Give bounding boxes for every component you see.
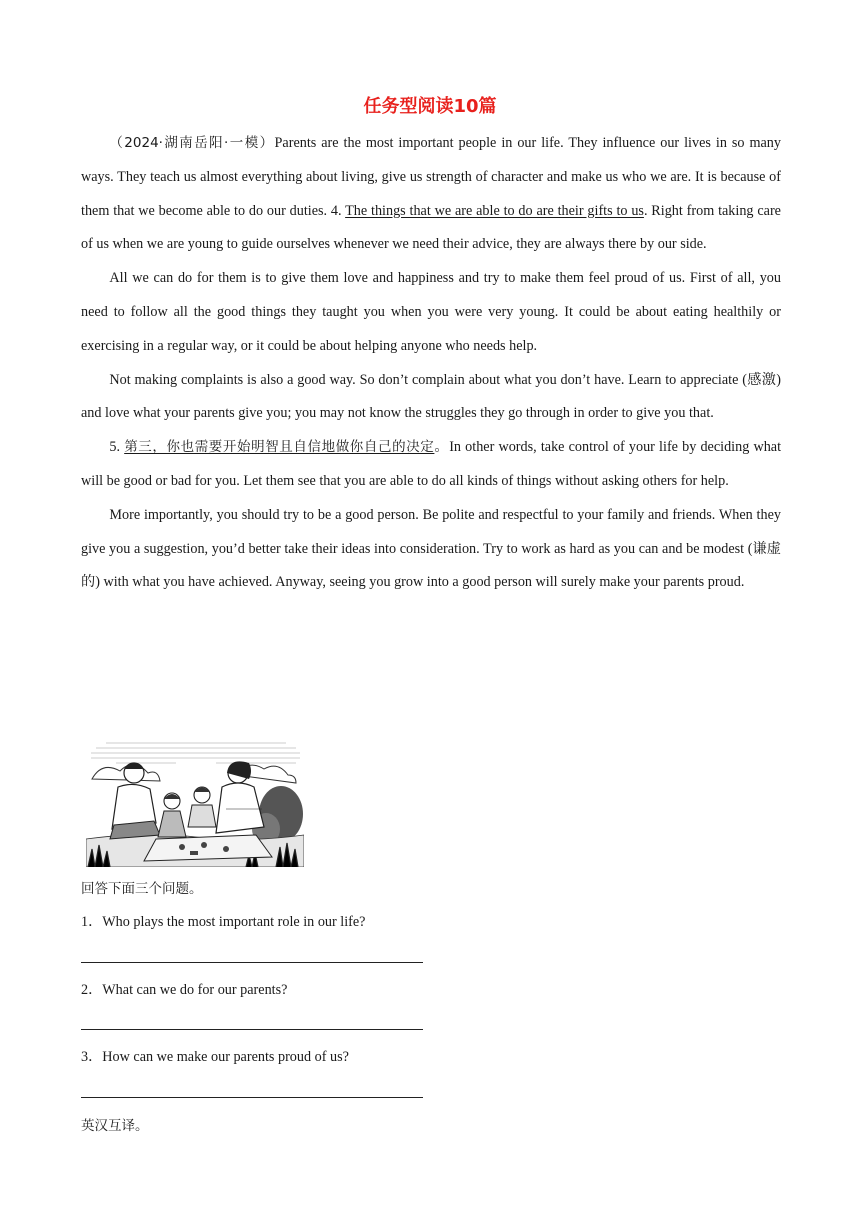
question-2-label: 2．What can we do for our parents? xyxy=(81,982,288,998)
underlined-sentence-5: 第三，你也需要开始明智且自信地做你自己的决定 xyxy=(124,439,435,456)
underlined-sentence-4: The things that we are able to do are their gifts to us xyxy=(345,202,644,219)
paragraph-5: More importantly, you should try to be a good person. Be polite and respectful to your family and friends. When they give you a suggestion, you’d better take their ideas into consideration. Try to work as hard as you can and be modest (谦虚的) with what you have achieved. Anyway, seeing you grow into a good person will surely make your parents proud. xyxy=(81,506,781,591)
page-title: 任务型阅读10篇 xyxy=(363,96,497,117)
instructions xyxy=(81,877,781,898)
source-tag: （2024·湖南岳阳·一模） xyxy=(109,135,275,151)
question-3-label: 3．How can we make our parents proud of us? xyxy=(81,1049,349,1065)
instructions-text: 回答下面三个问题。 xyxy=(81,881,203,897)
paragraph-1-text-b: . Right from taking care of us when we are young to guide ourselves whenever we need their advice, they are always there by our side. xyxy=(81,202,781,253)
paragraph-1 xyxy=(81,127,781,262)
answer-line-2[interactable] xyxy=(81,1029,423,1030)
translation-heading-text: 英汉互译。 xyxy=(81,1118,149,1134)
paragraph-2: All we can do for them is to give them love and happiness and try to make them feel proud of us. First of all, you need to follow all the good things they taught you when you were very young. It could be about eating healthily or exercising in a regular way, or it could be about helping anyone who needs help. xyxy=(81,270,781,354)
question-1-label: 1．Who plays the most important role in our life? xyxy=(81,914,366,930)
answer-line-1[interactable] xyxy=(81,962,423,963)
question-2 xyxy=(81,979,781,999)
answer-line-3[interactable] xyxy=(81,1097,423,1098)
paragraph-3: Not making complaints is also a good way. So don’t complain about what you don’t have. Learn to appreciate (感激) and love what your parents give you; you may not know the struggles they go through in order to give you that. xyxy=(81,371,781,422)
illustration-svg xyxy=(86,739,304,867)
translation-heading xyxy=(81,1114,781,1135)
item-number-5: 5. xyxy=(109,439,125,456)
paragraph-1-text-a: Parents are the most important people in our life. They influence our lives in so many ways. They teach us almost everything about living, give us strength of character and make us who we are. It is because of them that we become able to do our duties. 4. xyxy=(81,135,781,219)
paragraph-4 xyxy=(81,431,781,499)
paragraph-4-text: 。In other words, take control of your life by deciding what will be good or bad for you. Let them see that you are able to do all kinds of things without asking others for help. xyxy=(81,439,782,489)
reading-passage xyxy=(81,127,781,600)
family-picnic-illustration xyxy=(86,739,304,867)
question-1 xyxy=(81,911,781,931)
question-3 xyxy=(81,1046,781,1066)
